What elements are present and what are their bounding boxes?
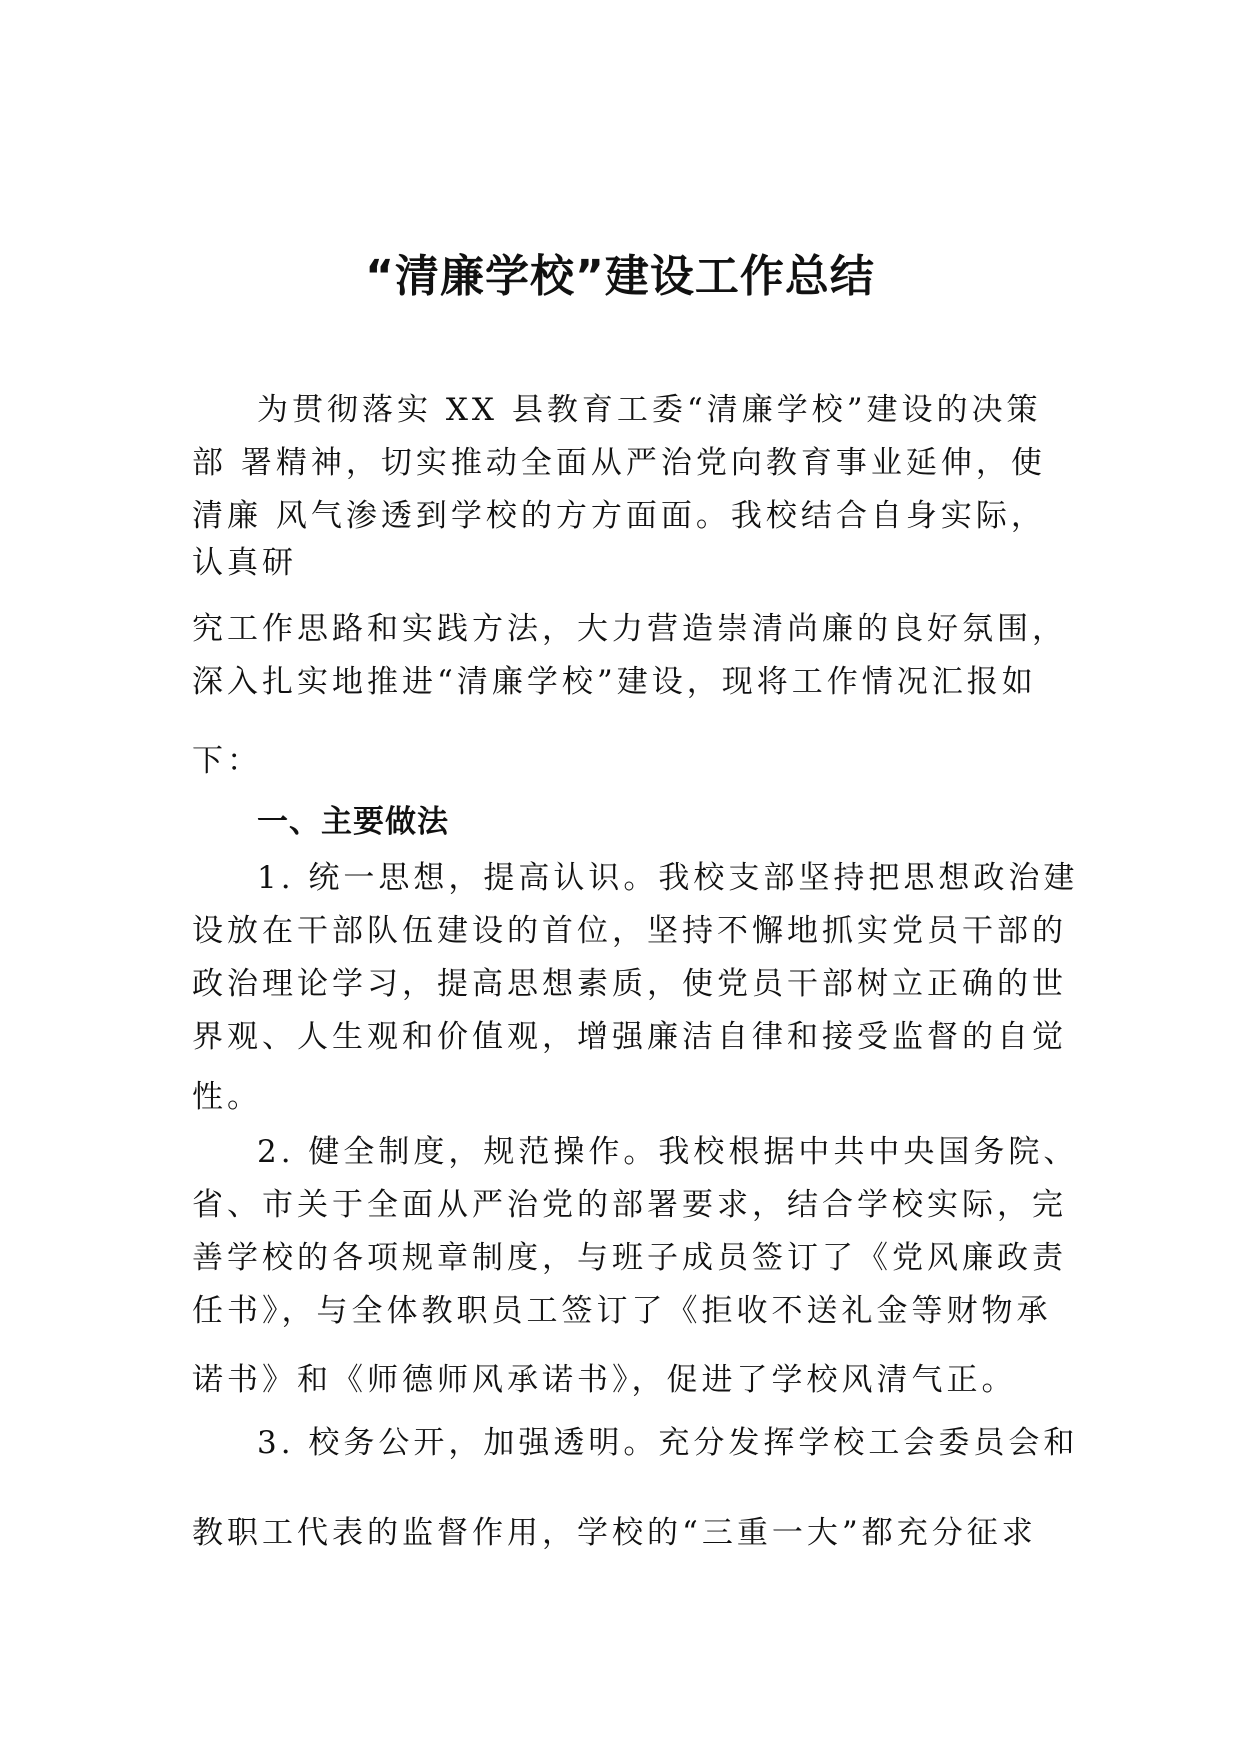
section-heading: 一、主要做法 xyxy=(257,804,449,840)
intro-line-4: 认真研 xyxy=(192,545,297,581)
intro-line-6: 深入扎实地推进“清廉学校”建设，现将工作情况汇报如 xyxy=(192,664,1037,700)
item1-line-2: 设放在干部队伍建设的首位，坚持不懈地抓实党员干部的 xyxy=(192,913,1067,949)
item3-line-1: 3. 校务公开，加强透明。充分发挥学校工会委员会和 xyxy=(257,1425,1079,1461)
item2-line-1: 2. 健全制度，规范操作。我校根据中共中央国务院、 xyxy=(257,1134,1079,1170)
item1-line-4: 界观、人生观和价值观，增强廉洁自律和接受监督的自觉 xyxy=(192,1019,1067,1055)
intro-line-7: 下： xyxy=(192,743,262,779)
item2-line-2: 省、市关于全面从严治党的部署要求，结合学校实际，完 xyxy=(192,1187,1067,1223)
item2-line-3: 善学校的各项规章制度，与班子成员签订了《党风廉政责 xyxy=(192,1240,1067,1276)
item1-line-5: 性。 xyxy=(192,1079,262,1115)
intro-line-2: 部 署精神，切实推动全面从严治党向教育事业延伸，使 xyxy=(192,445,1046,481)
item2-line-5: 诺书》和《师德师风承诺书》，促进了学校风清气正。 xyxy=(192,1362,1017,1398)
item3-line-2: 教职工代表的监督作用，学校的“三重一大”都充分征求 xyxy=(192,1515,1037,1551)
item2-line-4: 任书》，与全体教职员工签订了《拒收不送礼金等财物承 xyxy=(192,1293,1052,1329)
document-title: “清廉学校”建设工作总结 xyxy=(365,251,875,302)
intro-line-1: 为贯彻落实 XX 县教育工委“清廉学校”建设的决策 xyxy=(257,392,1042,428)
item1-line-1: 1. 统一思想，提高认识。我校支部坚持把思想政治建 xyxy=(257,860,1079,896)
intro-line-3: 清廉 风气渗透到学校的方方面面。我校结合自身实际， xyxy=(192,498,1046,534)
intro-line-5: 究工作思路和实践方法，大力营造崇清尚廉的良好氛围， xyxy=(192,611,1067,647)
item1-line-3: 政治理论学习，提高思想素质，使党员干部树立正确的世 xyxy=(192,966,1067,1002)
